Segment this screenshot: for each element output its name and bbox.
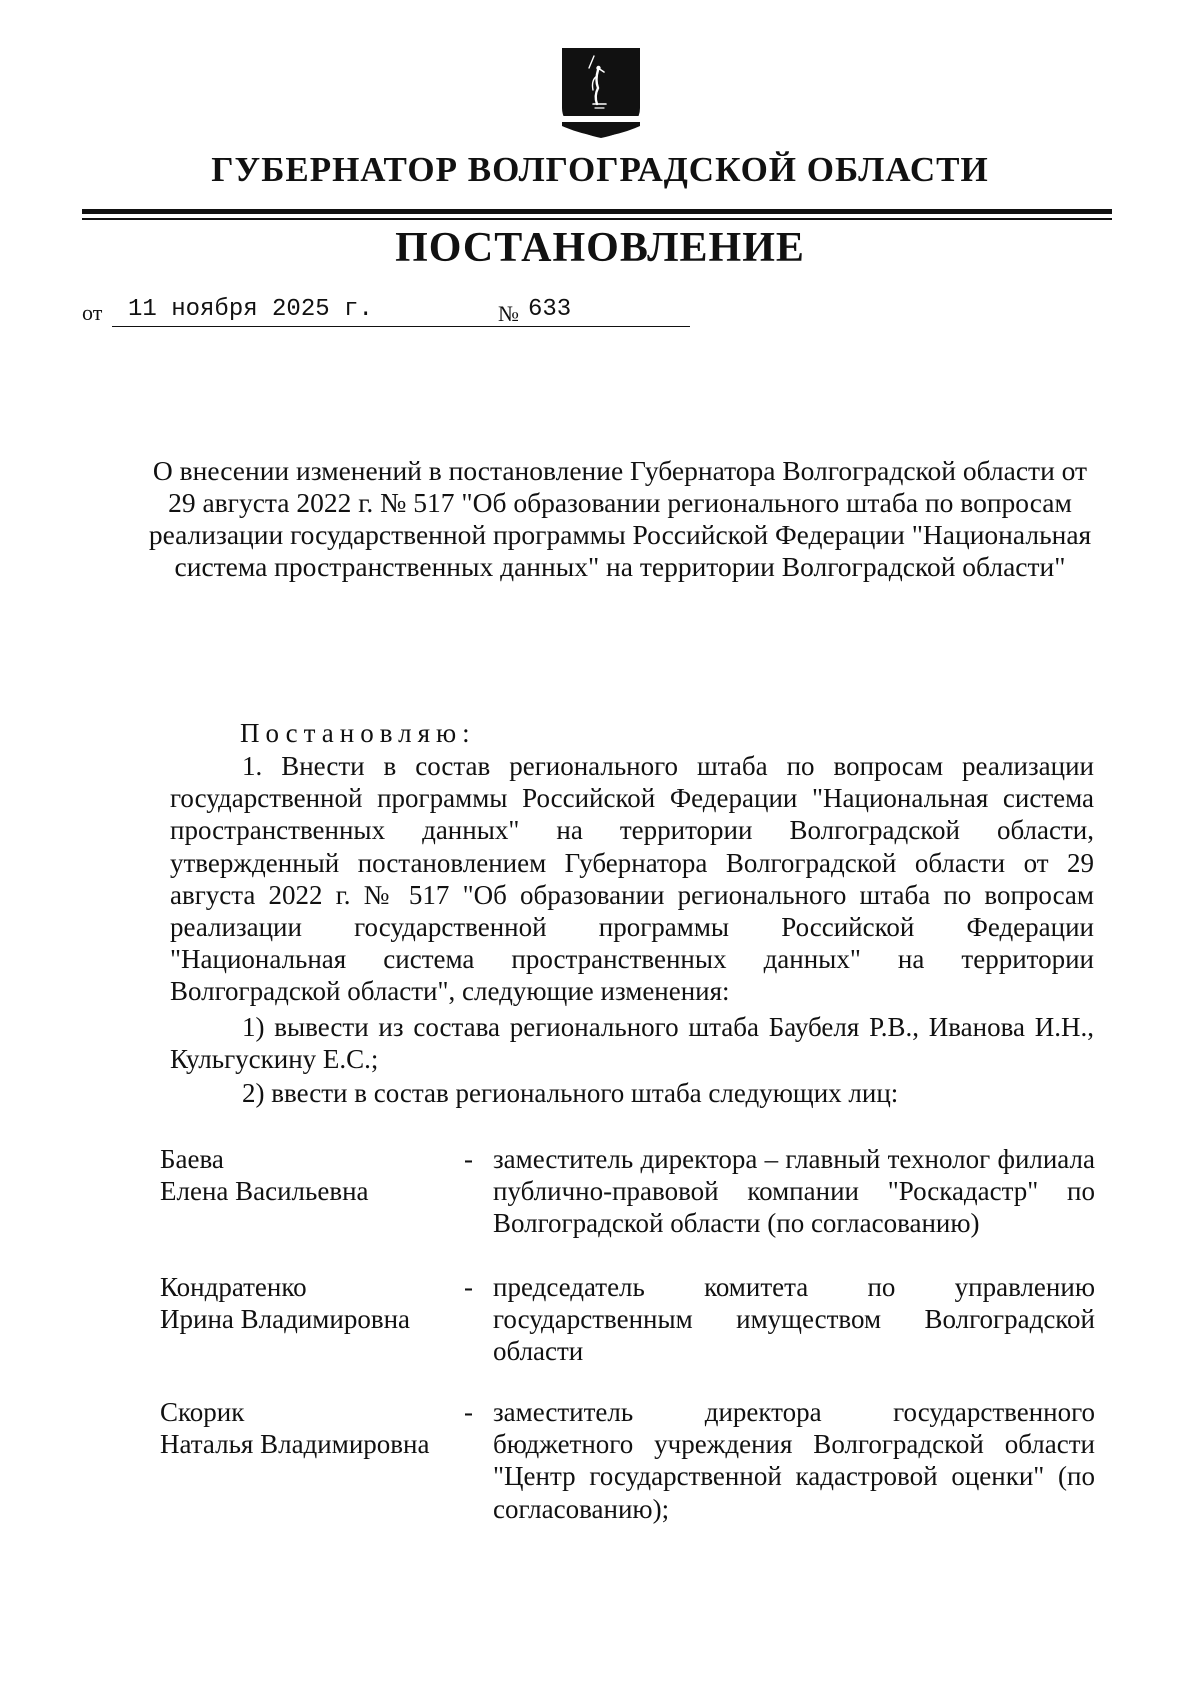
number-underline	[524, 326, 690, 327]
member-name	[160, 1396, 460, 1460]
document-number: 633	[528, 296, 572, 323]
document-date: 11 ноября 2025 г.	[128, 296, 373, 323]
document-title: О внесении изменений в постановление Губернатора Волгоградской области от 29 августа 2022 г. № 517 "Об образовании регионального штаба по вопросам реализации государственной программы Российской Федерации "Национальная система пространственных данных" на территории Волгоградской области"	[148, 455, 1092, 582]
item-1: 1) вывести из состава регионального штаба Баубеля Р.В., Иванова И.Н., Кульгускину Е.С.;	[170, 1012, 1094, 1075]
member-given-names: Елена Васильевна	[160, 1176, 369, 1207]
header-divider-thick	[82, 209, 1112, 214]
issuing-authority: ГУБЕРНАТОР ВОЛГОГРАДСКОЙ ОБЛАСТИ	[211, 150, 989, 189]
member-name	[160, 1271, 460, 1335]
member-given-names: Ирина Владимировна	[160, 1304, 411, 1335]
member-dash: -	[464, 1272, 473, 1302]
item-2: 2) ввести в состав регионального штаба следующих лиц:	[242, 1078, 899, 1108]
document-type: ПОСТАНОВЛЕНИЕ	[395, 225, 805, 271]
member-role: заместитель директора – главный технолог филиала публично-правовой компании "Роскадастр" по Волгоградской области (по согласованию)	[493, 1144, 1095, 1239]
member-dash: -	[464, 1397, 473, 1427]
member-surname: Кондратенко	[160, 1272, 307, 1302]
member-role: заместитель директора государственного бюджетного учреждения Волгоградской области "Центр государственной кадастровой оценки" (по согласованию);	[493, 1397, 1095, 1524]
header-divider-thin	[82, 218, 1112, 220]
member-surname: Скорик	[160, 1397, 245, 1427]
member-role: председатель комитета по управлению государственным имуществом Волгоградской области	[493, 1272, 1095, 1367]
resolves-heading: Постановляю:	[240, 718, 476, 748]
volgograd-coat-of-arms-icon	[560, 46, 642, 140]
number-sign: №	[498, 301, 519, 326]
member-surname: Баева	[160, 1144, 224, 1174]
member-name	[160, 1143, 460, 1207]
member-dash: -	[464, 1144, 473, 1174]
date-prefix: от	[82, 300, 103, 325]
member-given-names: Наталья Владимировна	[160, 1429, 430, 1460]
paragraph-1: 1. Внести в состав регионального штаба по вопросам реализации государственной программы Российской Федерации "Национальная система пространственных данных" на территории Волгоградской области, утвержденный постановлением Губернатора Волгоградской области от 29 августа 2022 г. № 517 "Об образовании регионального штаба по вопросам реализации государственной программы Российской Федерации "Национальная система пространственных данных" на территории Волгоградской области", следующие изменения:	[170, 751, 1094, 1007]
